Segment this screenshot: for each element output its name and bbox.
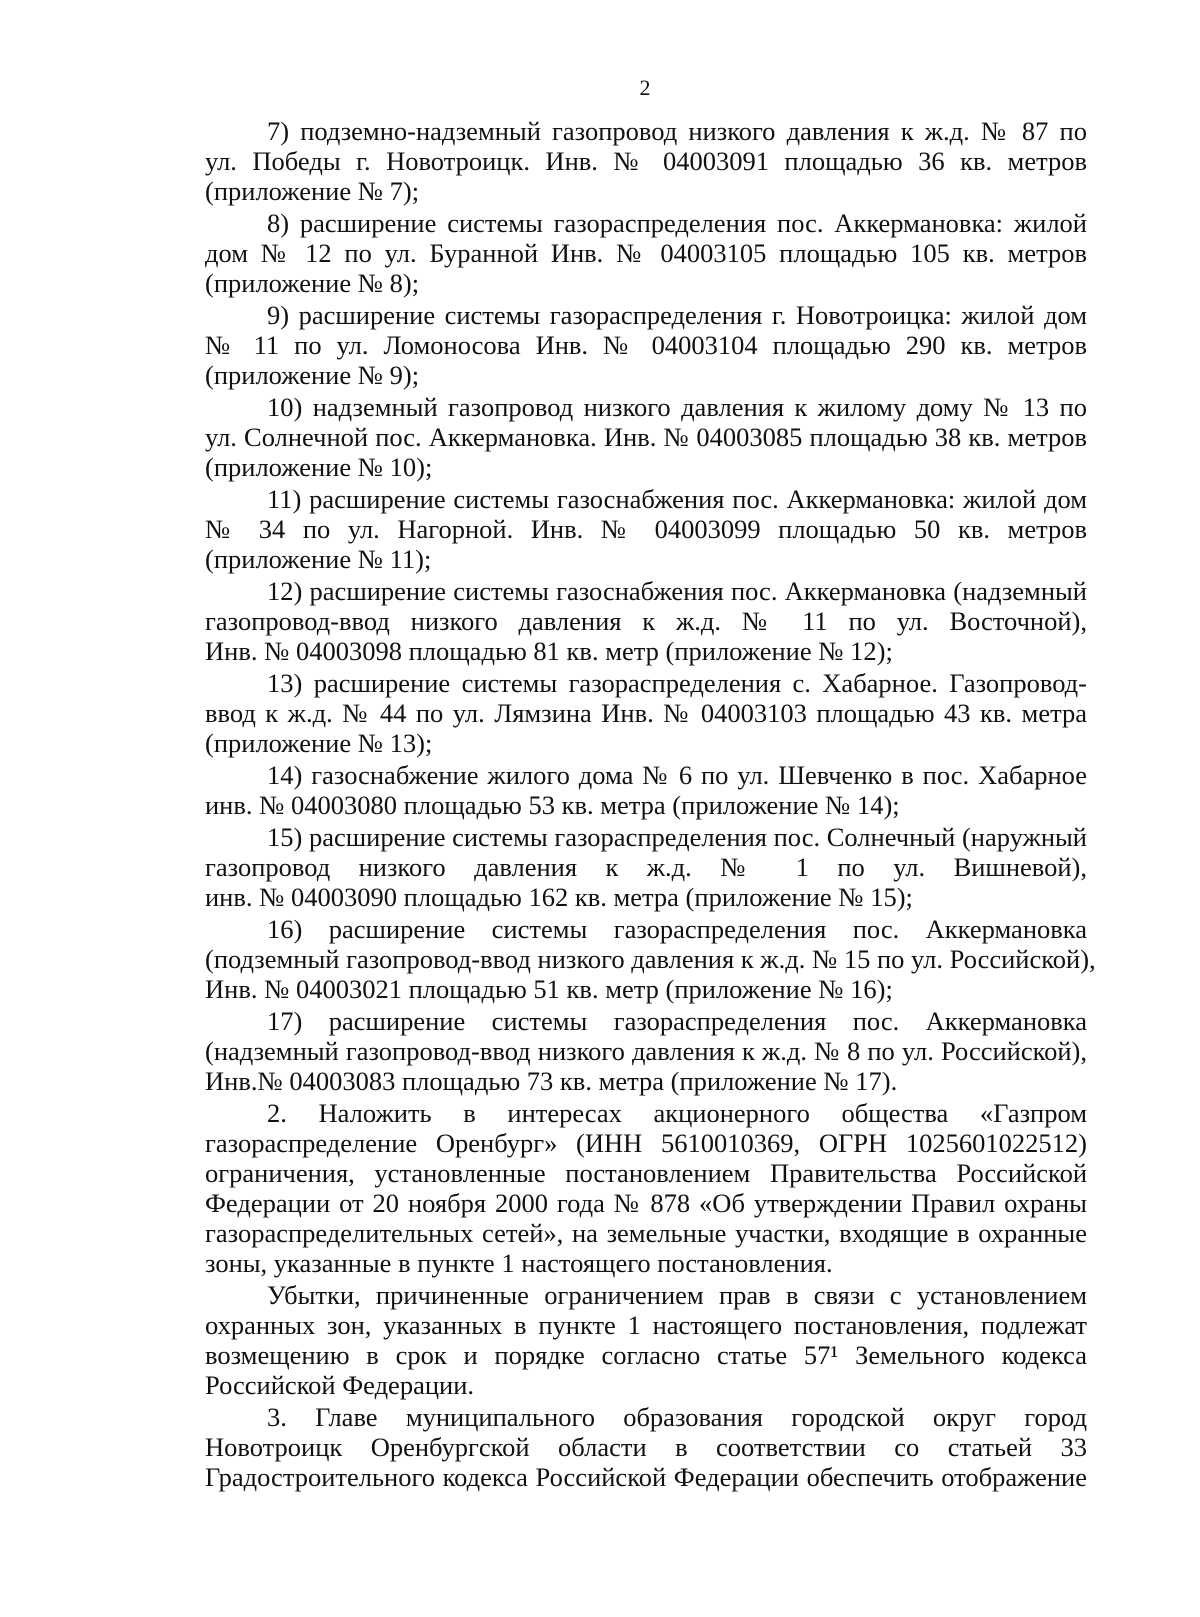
text-line: (подземный газопровод-ввод низкого давления к ж.д. № 15 по ул. Российской),	[205, 944, 1096, 974]
text-line: (приложение № 7);	[205, 176, 420, 206]
paragraph	[205, 760, 1087, 820]
text-line: № 11 по ул. Ломоносова Инв. № 04003104 площадью 290 кв. метров	[205, 330, 1087, 360]
text-line: (приложение № 8);	[205, 268, 420, 298]
page-number: 2	[639, 75, 651, 100]
text-line: 16) расширение системы газораспределения пос. Аккермановка	[267, 914, 1087, 944]
paragraph	[205, 822, 1087, 912]
text-line: 10) надземный газопровод низкого давления к жилому дому № 13 по	[267, 392, 1087, 422]
text-line: дом № 12 по ул. Буранной Инв. № 04003105 площадью 105 кв. метров	[205, 238, 1087, 268]
text-line: (приложение № 13);	[205, 728, 433, 758]
text-line: 2. Наложить в интересах акционерного общества «Газпром	[267, 1098, 1087, 1128]
text-line: ул. Солнечной пос. Аккермановка. Инв. № 04003085 площадью 38 кв. метров	[205, 422, 1087, 452]
text-line: 14) газоснабжение жилого дома № 6 по ул. Шевченко в пос. Хабарное	[267, 760, 1087, 790]
text-line: 12) расширение системы газоснабжения пос. Аккермановка (надземный	[267, 576, 1087, 606]
text-line: 8) расширение системы газораспределения пос. Аккермановка: жилой	[267, 208, 1087, 238]
text-line: (надземный газопровод-ввод низкого давления к ж.д. № 8 по ул. Российской),	[205, 1036, 1087, 1066]
text-line: ввод к ж.д. № 44 по ул. Лямзина Инв. № 04003103 площадью 43 кв. метра	[205, 698, 1087, 728]
text-line: 7) подземно-надземный газопровод низкого давления к ж.д. № 87 по	[267, 116, 1087, 146]
text-line: Новотроицк Оренбургской области в соответствии со статьей 33	[205, 1432, 1087, 1462]
paragraph	[205, 1280, 1087, 1400]
text-line: Инв. № 04003098 площадью 81 кв. метр (приложение № 12);	[205, 636, 893, 666]
text-line: Российской Федерации.	[205, 1370, 474, 1400]
paragraph	[205, 1098, 1087, 1278]
paragraph	[205, 484, 1087, 574]
text-line: 17) расширение системы газораспределения пос. Аккермановка	[267, 1006, 1087, 1036]
text-line: Инв. № 04003021 площадью 51 кв. метр (приложение № 16);	[205, 974, 893, 1004]
text-line: ул. Победы г. Новотроицк. Инв. № 04003091 площадью 36 кв. метров	[205, 146, 1087, 176]
text-line: зоны, указанные в пункте 1 настоящего постановления.	[205, 1248, 833, 1278]
text-line: 11) расширение системы газоснабжения пос. Аккермановка: жилой дом	[267, 484, 1087, 514]
text-line: Федерации от 20 ноября 2000 года № 878 «Об утверждении Правил охраны	[205, 1188, 1087, 1218]
paragraph	[205, 208, 1087, 298]
document-body	[205, 116, 1096, 1492]
paragraph	[205, 300, 1087, 390]
paragraph	[205, 914, 1096, 1004]
text-line: газопровод-ввод низкого давления к ж.д. № 11 по ул. Восточной),	[205, 606, 1087, 636]
paragraph	[205, 1006, 1087, 1096]
paragraph	[205, 116, 1087, 206]
paragraph	[205, 392, 1087, 482]
text-line: (приложение № 9);	[205, 360, 420, 390]
paragraph	[205, 576, 1087, 666]
text-line: (приложение № 11);	[205, 544, 432, 574]
text-line: газораспределение Оренбург» (ИНН 5610010369, ОГРН 1025601022512)	[205, 1128, 1087, 1158]
text-line: (приложение № 10);	[205, 452, 433, 482]
text-line: Убытки, причиненные ограничением прав в связи с установлением	[267, 1280, 1087, 1310]
text-line: Градостроительного кодекса Российской Федерации обеспечить отображение	[205, 1462, 1087, 1492]
text-line: возмещению в срок и порядке согласно статье 57¹ Земельного кодекса	[205, 1340, 1087, 1370]
text-line: инв. № 04003080 площадью 53 кв. метра (приложение № 14);	[205, 790, 900, 820]
text-line: газопровод низкого давления к ж.д. № 1 по ул. Вишневой),	[205, 852, 1087, 882]
text-line: 13) расширение системы газораспределения с. Хабарное. Газопровод-	[267, 668, 1087, 698]
text-line: 15) расширение системы газораспределения пос. Солнечный (наружный	[267, 822, 1087, 852]
text-line: инв. № 04003090 площадью 162 кв. метра (приложение № 15);	[205, 882, 913, 912]
text-line: № 34 по ул. Нагорной. Инв. № 04003099 площадью 50 кв. метров	[205, 514, 1087, 544]
text-line: 3. Главе муниципального образования городской округ город	[267, 1402, 1087, 1432]
paragraph	[205, 668, 1087, 758]
text-line: охранных зон, указанных в пункте 1 настоящего постановления, подлежат	[205, 1310, 1087, 1340]
text-line: Инв.№ 04003083 площадью 73 кв. метра (приложение № 17).	[205, 1066, 898, 1096]
text-line: 9) расширение системы газораспределения г. Новотроицка: жилой дом	[267, 300, 1087, 330]
text-line: ограничения, установленные постановлением Правительства Российской	[205, 1158, 1087, 1188]
text-line: газораспределительных сетей», на земельные участки, входящие в охранные	[205, 1218, 1087, 1248]
paragraph	[205, 1402, 1087, 1492]
